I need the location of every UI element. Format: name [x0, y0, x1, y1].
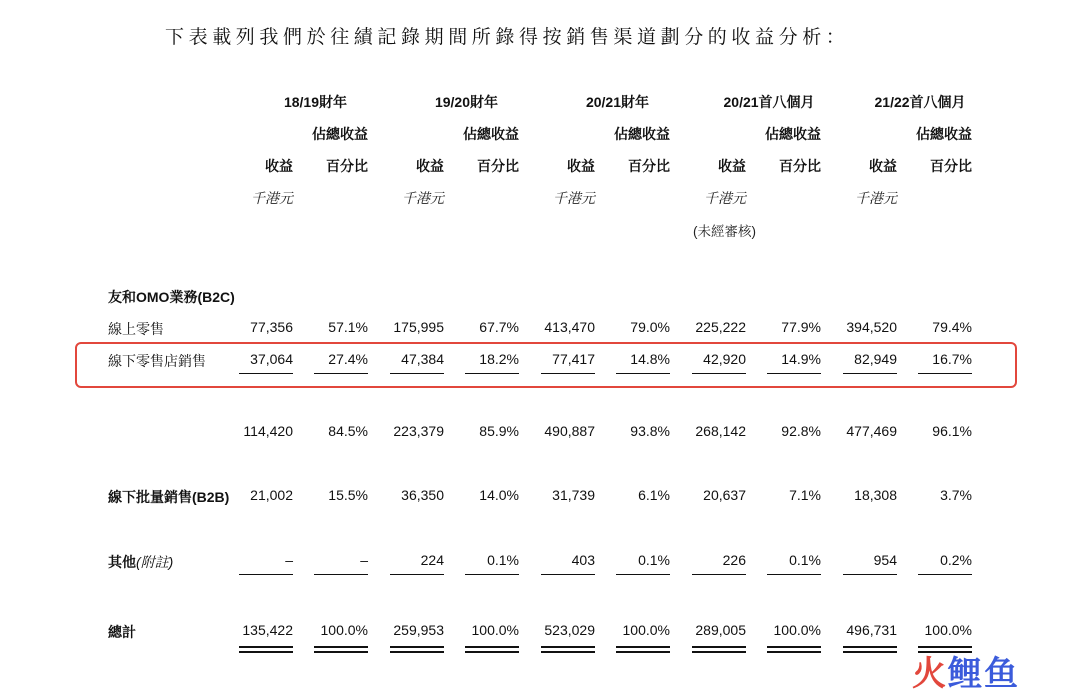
revenue-header: 收益	[265, 158, 293, 174]
row-label-text: 其他	[108, 554, 136, 570]
cell-underline	[918, 574, 972, 575]
table-cell: 67.7%	[479, 319, 519, 335]
table-cell: 14.9%	[781, 351, 821, 367]
table-cell: 175,995	[393, 319, 444, 335]
table-cell: 21,002	[250, 487, 293, 503]
table-cell: 79.4%	[932, 319, 972, 335]
cell-underline	[541, 574, 595, 575]
table-cell: 14.0%	[479, 487, 519, 503]
pct-header-line2: 百分比	[326, 158, 368, 174]
row-label-others	[108, 552, 173, 572]
table-cell: 77.9%	[781, 319, 821, 335]
cell-double-underline	[390, 646, 444, 653]
cell-underline	[692, 574, 746, 575]
pct-header-line1: 佔總收益	[312, 126, 368, 142]
revenue-header: 收益	[869, 158, 897, 174]
period-header: 20/21首八個月	[723, 94, 815, 110]
row-label-note: (附註)	[136, 554, 174, 570]
cell-underline	[390, 574, 444, 575]
row-label-online	[108, 319, 164, 339]
unit-label: 千港元	[402, 191, 444, 207]
table-cell: 100.0%	[622, 622, 670, 638]
table-cell: 37,064	[250, 351, 293, 367]
table-cell: 225,222	[695, 319, 746, 335]
highlight-box	[75, 342, 1017, 388]
table-cell: 477,469	[846, 423, 897, 439]
table-cell: 27.4%	[328, 351, 368, 367]
cell-double-underline	[541, 646, 595, 653]
cell-double-underline	[692, 646, 746, 653]
table-cell: 496,731	[846, 622, 897, 638]
table-cell: 18,308	[854, 487, 897, 503]
pct-header-line1: 佔總收益	[614, 126, 670, 142]
table-cell: 84.5%	[328, 423, 368, 439]
pct-header-line1: 佔總收益	[765, 126, 821, 142]
cell-underline	[465, 574, 519, 575]
unaudited-note: (未經審核)	[693, 224, 756, 239]
row-label-b2b	[108, 487, 229, 507]
table-cell: 36,350	[401, 487, 444, 503]
revenue-header: 收益	[416, 158, 444, 174]
cell-double-underline	[616, 646, 670, 653]
table-cell: 523,029	[544, 622, 595, 638]
table-cell: 954	[873, 552, 897, 568]
unit-label: 千港元	[553, 191, 595, 207]
unit-label: 千港元	[251, 191, 293, 207]
period-header: 18/19財年	[283, 94, 348, 110]
table-cell: 77,356	[250, 319, 293, 335]
cell-double-underline	[239, 646, 293, 653]
table-cell: 96.1%	[932, 423, 972, 439]
table-cell: 93.8%	[630, 423, 670, 439]
cell-underline	[239, 574, 293, 575]
table-cell: 3.7%	[940, 487, 972, 503]
cell-underline	[843, 574, 897, 575]
watermark-logo	[912, 646, 1020, 695]
table-cell: 20,637	[703, 487, 746, 503]
table-cell: 18.2%	[479, 351, 519, 367]
watermark-part1: 火	[912, 654, 948, 694]
table-cell: 82,949	[854, 351, 897, 367]
table-cell: 16.7%	[932, 351, 972, 367]
table-cell: 57.1%	[328, 319, 368, 335]
table-cell: 224	[420, 552, 444, 568]
period-header: 19/20財年	[434, 94, 499, 110]
pct-header-line2: 百分比	[779, 158, 821, 174]
table-cell: –	[285, 552, 293, 568]
table-cell: 268,142	[695, 423, 746, 439]
pct-header-line2: 百分比	[930, 158, 972, 174]
row-label-text: 總計	[108, 624, 136, 640]
cell-double-underline	[843, 646, 897, 653]
table-cell: 226	[722, 552, 746, 568]
table-cell: 85.9%	[479, 423, 519, 439]
table-cell: 114,420	[243, 423, 293, 439]
period-header: 20/21財年	[585, 94, 650, 110]
table-cell: 289,005	[695, 622, 746, 638]
row-label-total	[108, 622, 136, 642]
table-cell: 100.0%	[773, 622, 821, 638]
row-label-text: 線下零售店銷售	[108, 353, 206, 369]
cell-double-underline	[767, 646, 821, 653]
table-cell: 223,379	[393, 423, 444, 439]
table-cell: 100.0%	[924, 622, 972, 638]
revenue-header: 收益	[567, 158, 595, 174]
table-cell: 15.5%	[328, 487, 368, 503]
pct-header-line1: 佔總收益	[916, 126, 972, 142]
row-label-text: 線上零售	[108, 321, 164, 337]
cell-double-underline	[465, 646, 519, 653]
table-cell: 14.8%	[630, 351, 670, 367]
unit-label: 千港元	[855, 191, 897, 207]
table-cell: 100.0%	[471, 622, 519, 638]
pct-header-line2: 百分比	[628, 158, 670, 174]
table-cell: 413,470	[544, 319, 595, 335]
table-cell: 0.2%	[940, 552, 972, 568]
table-cell: 79.0%	[630, 319, 670, 335]
table-cell: 6.1%	[638, 487, 670, 503]
cell-underline	[767, 574, 821, 575]
table-cell: 0.1%	[789, 552, 821, 568]
table-cell: 31,739	[552, 487, 595, 503]
cell-double-underline	[314, 646, 368, 653]
table-cell: 490,887	[544, 423, 595, 439]
table-cell: 92.8%	[781, 423, 821, 439]
pct-header-line1: 佔總收益	[463, 126, 519, 142]
intro-sentence: 下表載列我們於往績記錄期間所錄得按銷售渠道劃分的收益分析：	[165, 26, 850, 48]
row-label-text: 線下批量銷售(B2B)	[108, 489, 230, 505]
revenue-header: 收益	[718, 158, 746, 174]
cell-underline	[314, 574, 368, 575]
section-label-b2c: 友和OMO業務(B2C)	[108, 289, 235, 305]
table-cell: 0.1%	[638, 552, 670, 568]
table-cell: 403	[571, 552, 595, 568]
table-cell: –	[360, 552, 368, 568]
watermark-part2: 鲤鱼	[948, 654, 1020, 694]
table-cell: 394,520	[846, 319, 897, 335]
table-cell: 259,953	[393, 622, 444, 638]
unit-label: 千港元	[704, 191, 746, 207]
table-cell: 7.1%	[789, 487, 821, 503]
pct-header-line2: 百分比	[477, 158, 519, 174]
table-cell: 100.0%	[320, 622, 368, 638]
table-cell: 42,920	[703, 351, 746, 367]
table-cell: 47,384	[401, 351, 444, 367]
table-cell: 0.1%	[487, 552, 519, 568]
table-cell: 135,422	[242, 622, 293, 638]
period-header: 21/22首八個月	[874, 94, 966, 110]
cell-underline	[616, 574, 670, 575]
table-cell: 77,417	[552, 351, 595, 367]
